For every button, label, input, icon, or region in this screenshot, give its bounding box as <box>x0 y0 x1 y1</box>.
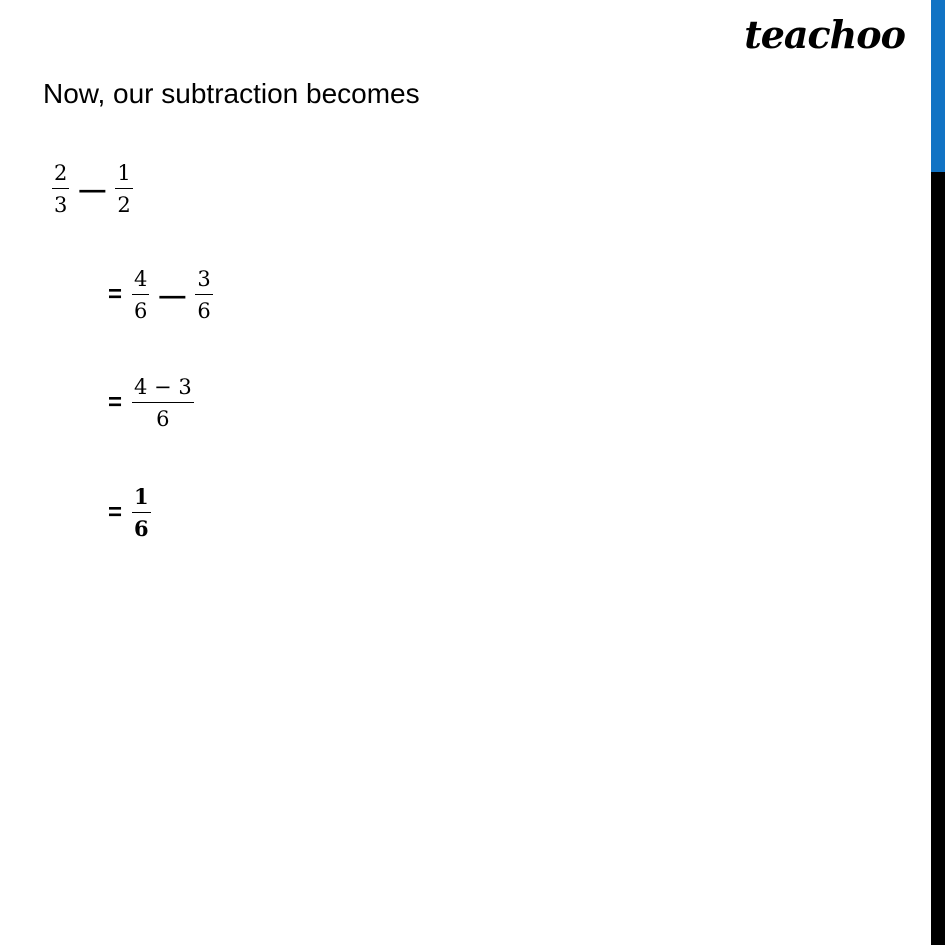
right-sidebar <box>931 0 945 945</box>
expression-result <box>108 484 155 542</box>
sidebar-accent <box>931 0 945 172</box>
expression-step-2 <box>108 266 217 324</box>
denominator: 6 <box>134 299 148 323</box>
minus-sign: — <box>79 173 106 204</box>
fraction <box>52 160 69 218</box>
expression-step-1 <box>48 160 137 218</box>
numerator: 1 <box>132 484 151 513</box>
expression-step-3 <box>108 374 198 432</box>
denominator: 6 <box>134 516 149 541</box>
numerator: 1 <box>115 160 132 189</box>
heading-text: Now, our subtraction becomes <box>43 78 420 109</box>
equals-sign: = <box>108 389 123 416</box>
denominator: 6 <box>197 299 211 323</box>
fraction <box>115 160 132 218</box>
numerator: 4 <box>132 266 149 295</box>
equals-sign: = <box>108 281 123 308</box>
numerator: 4 − 3 <box>132 374 194 403</box>
result-fraction <box>132 484 151 542</box>
denominator: 2 <box>117 193 131 217</box>
equals-sign: = <box>108 499 123 526</box>
fraction <box>132 374 194 432</box>
numerator: 3 <box>195 266 212 295</box>
fraction <box>195 266 212 324</box>
teachoo-logo: teachoo <box>744 12 905 57</box>
minus-sign: — <box>159 279 186 310</box>
fraction <box>132 266 149 324</box>
denominator: 6 <box>156 407 170 431</box>
numerator: 2 <box>52 160 69 189</box>
denominator: 3 <box>54 193 68 217</box>
